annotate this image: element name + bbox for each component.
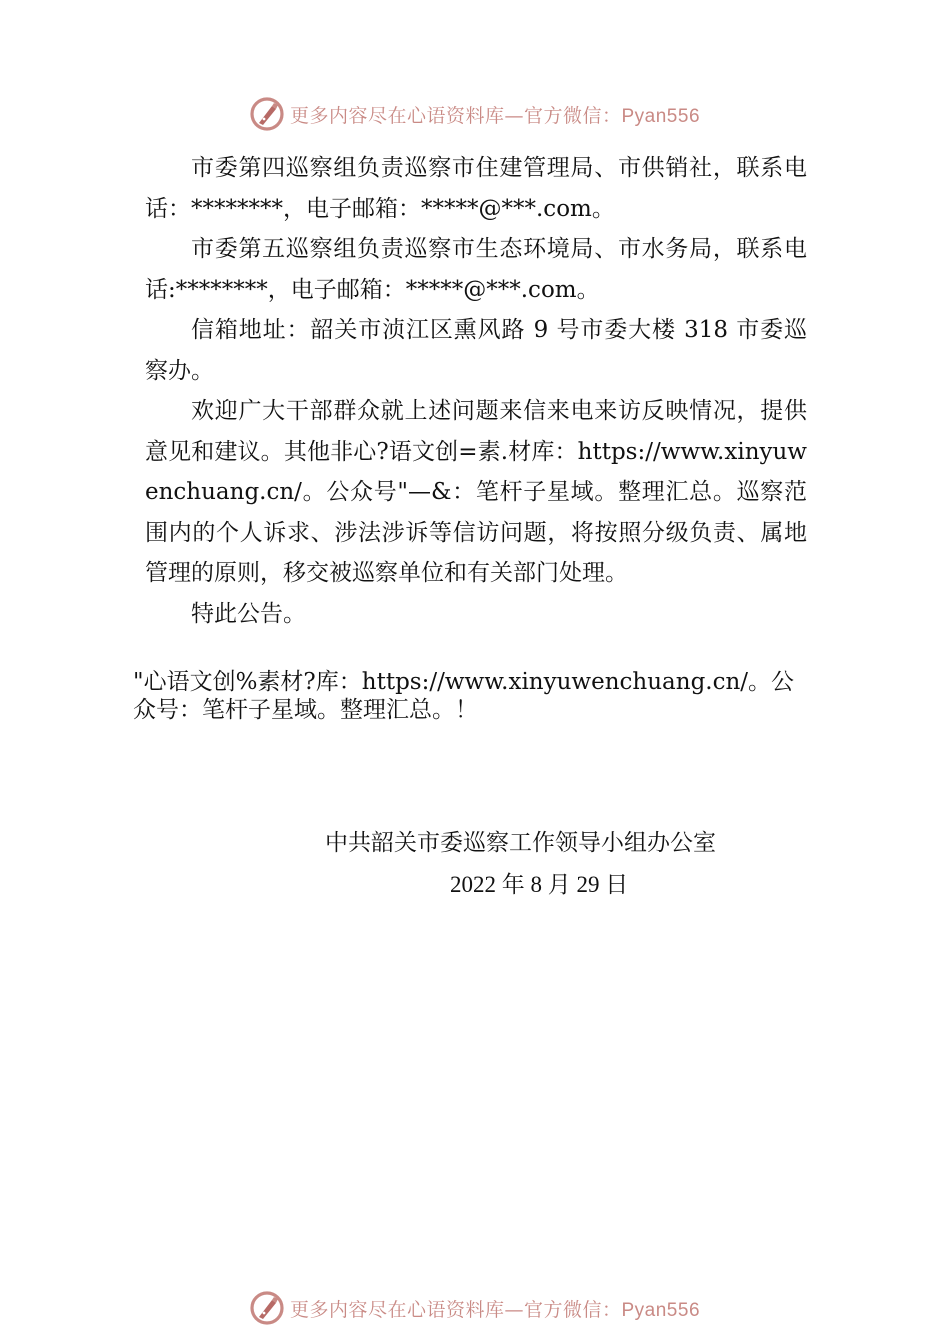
paragraph-group-5: 市委第五巡察组负责巡察市生态环境局、市水务局，联系电话:********，电子邮箱：*****@***.com。 — [145, 236, 807, 303]
footer-banner-text: 更多内容尽在心语资料库—官方微信：Pyan556 — [289, 1298, 701, 1321]
signature-date: 2022 年 8 月 29 日 — [450, 872, 629, 897]
pen-nib-logo-icon — [250, 97, 284, 131]
banner-content — [250, 97, 700, 131]
paragraph-group-4: 市委第四巡察组负责巡察市住建管理局、市供销社，联系电话：********，电子邮箱：*****@***.com。 — [145, 155, 807, 222]
footer-banner-content — [250, 1291, 700, 1325]
wechat-id: Pyan556 — [621, 1299, 701, 1321]
paragraph-mailbox-address: 信箱地址：韶关市浈江区熏风路 9 号市委大楼 318 市委巡察办。 — [145, 317, 807, 384]
paragraph-closing: 特此公告。 — [191, 600, 306, 627]
document-body — [145, 148, 807, 634]
header-banner — [0, 94, 950, 134]
watermark-insert-line: "心语文创%素材?库：https://www.xinyuwenchuang.cn/。公众号：笔杆子星域。整理汇总。！ — [133, 669, 795, 723]
signature-organization: 中共韶关市委巡察工作领导小组办公室 — [325, 830, 716, 856]
wechat-id: Pyan556 — [621, 105, 701, 127]
banner-text: 更多内容尽在心语资料库—官方微信：Pyan556 — [289, 104, 701, 127]
pen-nib-logo-icon — [250, 1291, 284, 1325]
paragraph-welcome: 欢迎广大干部群众就上述问题来信来电来访反映情况，提供意见和建议。其他非心?语文创=素.材库：https://www.xinyuwenchuang.cn/。公众号"—&：笔杆子星域。整理汇总。巡察范围内的个人诉求、涉法涉诉等信访问题，将按照分级负责、属地管理的原则，移交被巡察单位和有关部门处理。 — [145, 398, 807, 586]
footer-banner — [0, 1288, 950, 1328]
